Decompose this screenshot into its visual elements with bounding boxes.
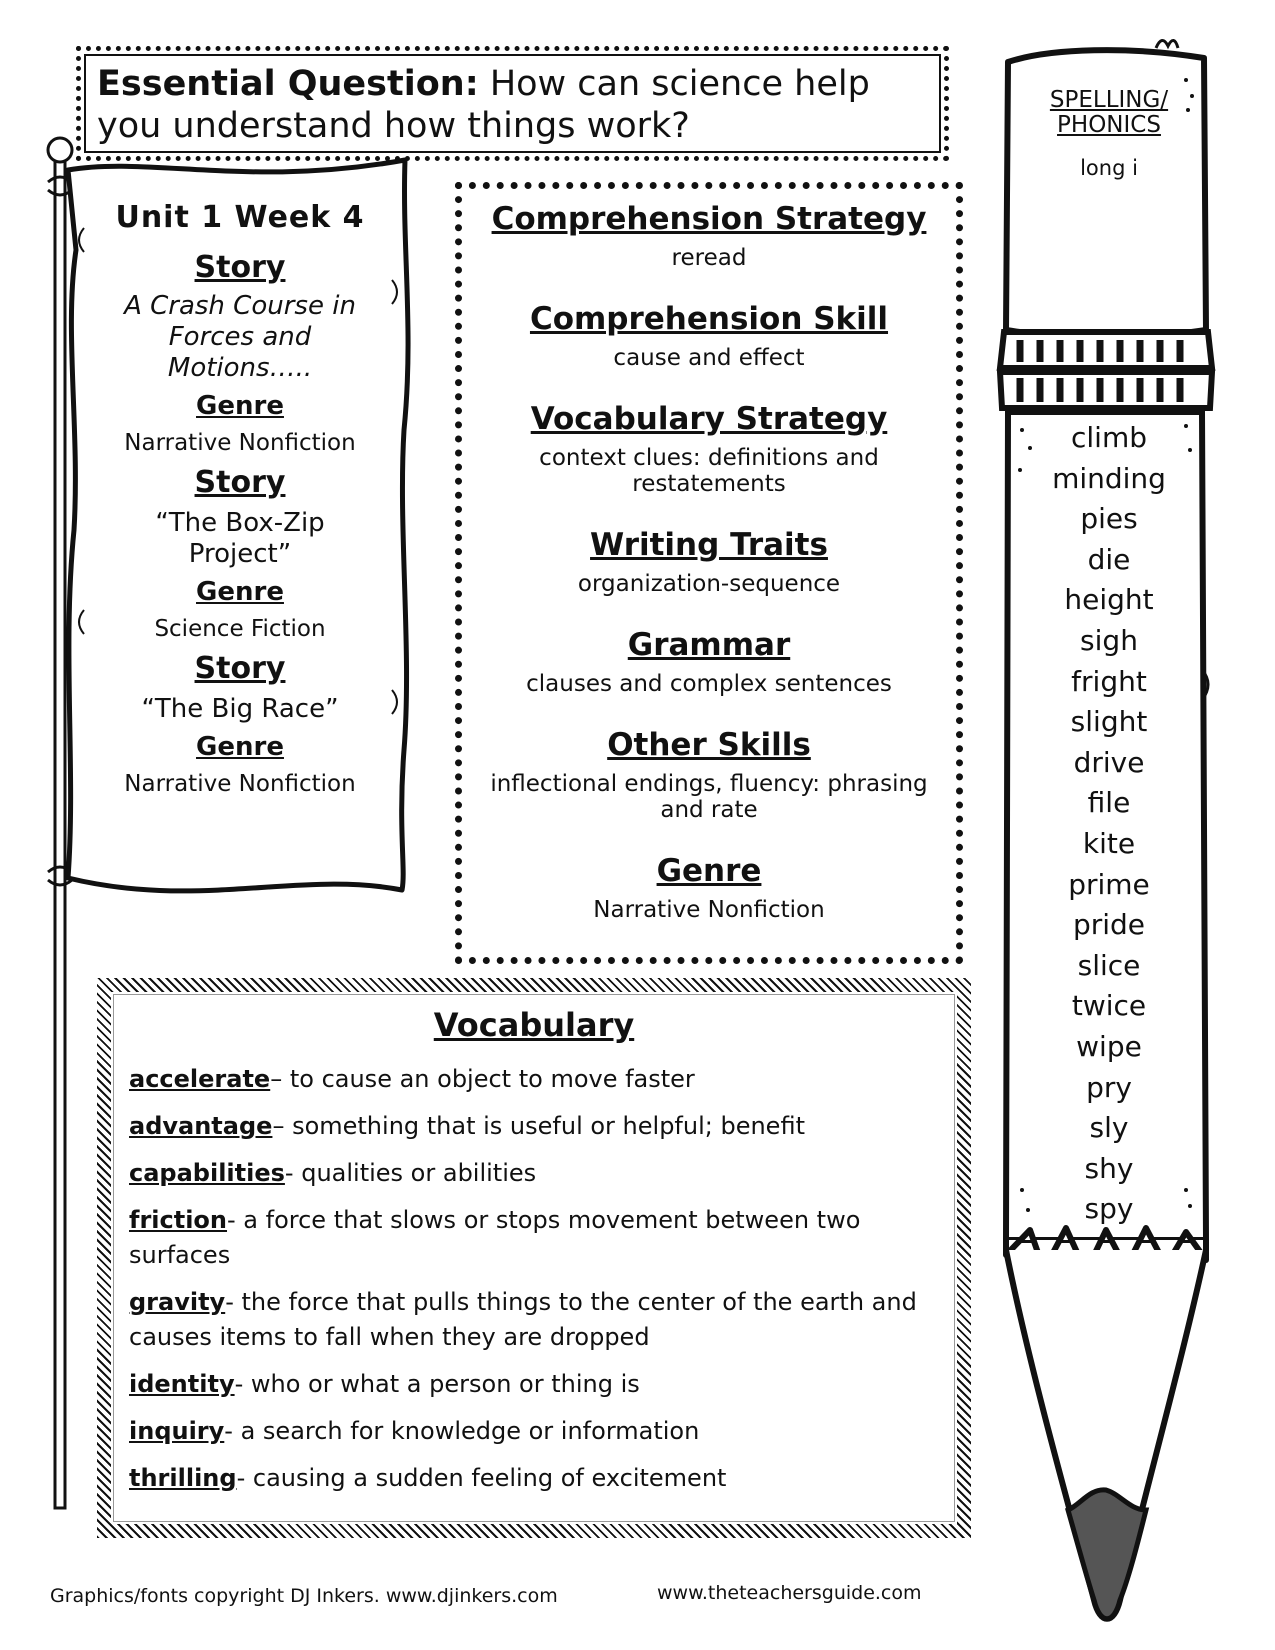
genre-heading: Genre xyxy=(196,577,284,607)
spelling-word: file xyxy=(1087,786,1131,820)
vocabulary-word: thrilling xyxy=(129,1464,237,1492)
spelling-word: sigh xyxy=(1080,623,1138,657)
spelling-word: prime xyxy=(1068,867,1150,901)
spelling-word: wipe xyxy=(1076,1029,1142,1063)
grammar-text: clauses and complex sentences xyxy=(526,671,892,697)
unit-title: Unit 1 Week 4 xyxy=(115,200,365,235)
vocabulary-definition: - causing a sudden feeling of excitement xyxy=(236,1464,727,1492)
skills-box xyxy=(455,182,963,964)
vocabulary-item xyxy=(123,1461,945,1496)
vocabulary-title: Vocabulary xyxy=(433,1006,635,1044)
copyright-footer: Graphics/fonts copyright DJ Inkers. www.djinkers.com xyxy=(50,1585,558,1607)
spelling-header xyxy=(1016,88,1202,180)
spelling-word: kite xyxy=(1082,826,1136,860)
genre-heading: Genre xyxy=(656,853,762,889)
spelling-word: pry xyxy=(1086,1070,1132,1104)
spelling-word: twice xyxy=(1071,989,1147,1023)
vocabulary-item xyxy=(123,1203,945,1273)
spelling-word: spy xyxy=(1084,1192,1134,1226)
vocabulary-word: accelerate xyxy=(129,1065,271,1093)
vocabulary-definition: – something that is useful or helpful; benefit xyxy=(272,1112,805,1140)
vocabulary-item xyxy=(123,1367,945,1402)
vocabulary-word: friction xyxy=(129,1206,228,1234)
unit-panel xyxy=(100,200,380,805)
spelling-word: drive xyxy=(1073,745,1145,779)
vocabulary-item xyxy=(123,1156,945,1191)
spelling-title-line1: SPELLING/ xyxy=(1049,87,1169,113)
spelling-word: minding xyxy=(1052,461,1166,495)
other-skills-heading: Other Skills xyxy=(607,727,811,763)
essential-question-text: How can science help you understand how things work? xyxy=(97,64,870,146)
genre-heading: Genre xyxy=(196,732,284,762)
comprehension-strategy-heading: Comprehension Strategy xyxy=(491,201,927,237)
spelling-word: sly xyxy=(1089,1111,1129,1145)
story-title: “The Box-Zip Project” xyxy=(155,508,325,569)
vocabulary-word: identity xyxy=(129,1370,235,1398)
vocabulary-item xyxy=(123,1109,945,1144)
comprehension-skill-heading: Comprehension Skill xyxy=(529,301,889,337)
spelling-pattern: long i xyxy=(1080,156,1138,180)
vocabulary-definition: - the force that pulls things to the center of the earth and causes items to fall when they are dropped xyxy=(129,1288,917,1351)
spelling-word: shy xyxy=(1084,1151,1134,1185)
spelling-word: pride xyxy=(1072,908,1146,942)
story-heading: Story xyxy=(194,465,286,500)
spelling-word: pies xyxy=(1080,502,1138,536)
vocabulary-definition: - qualities or abilities xyxy=(284,1159,537,1187)
genre-heading: Genre xyxy=(196,391,284,421)
vocabulary-definition: - a search for knowledge or information xyxy=(224,1417,700,1445)
story-heading: Story xyxy=(194,250,286,285)
writing-traits-heading: Writing Traits xyxy=(590,527,828,563)
spelling-title-line2: PHONICS xyxy=(1057,112,1161,138)
story-genre: Science Fiction xyxy=(154,616,326,642)
spelling-word: die xyxy=(1087,542,1131,576)
spelling-word-list xyxy=(1016,418,1202,1230)
spelling-word: fright xyxy=(1071,664,1147,698)
vocabulary-definition: - who or what a person or thing is xyxy=(234,1370,640,1398)
vocabulary-strategy-text: context clues: definitions and restatements xyxy=(539,445,879,497)
grammar-heading: Grammar xyxy=(627,627,791,663)
vocabulary-item xyxy=(123,1414,945,1449)
spelling-word: slice xyxy=(1077,948,1141,982)
vocabulary-definition: – to cause an object to move faster xyxy=(270,1065,695,1093)
genre-text: Narrative Nonfiction xyxy=(593,897,825,923)
vocabulary-item xyxy=(123,1285,945,1355)
spelling-word: climb xyxy=(1070,421,1147,454)
story-title: “The Big Race” xyxy=(141,694,339,724)
vocabulary-box xyxy=(97,978,971,1538)
vocabulary-word: gravity xyxy=(129,1288,226,1316)
story-title: A Crash Course in Forces and Motions….. xyxy=(124,291,356,383)
essential-question-label: Essential Question: xyxy=(97,64,479,104)
spelling-word: height xyxy=(1064,583,1154,617)
writing-traits-text: organization-sequence xyxy=(577,571,841,597)
comprehension-strategy-text: reread xyxy=(671,245,747,271)
vocabulary-word: advantage xyxy=(129,1112,273,1140)
vocabulary-definition: - a force that slows or stops movement between two surfaces xyxy=(129,1206,861,1269)
vocabulary-word: capabilities xyxy=(129,1159,285,1187)
spelling-word: slight xyxy=(1070,705,1148,739)
story-genre: Narrative Nonfiction xyxy=(124,430,356,456)
vocabulary-item xyxy=(123,1062,945,1097)
vocabulary-strategy-heading: Vocabulary Strategy xyxy=(530,401,888,437)
website-footer: www.theteachersguide.com xyxy=(657,1582,922,1604)
story-heading: Story xyxy=(194,651,286,686)
story-genre: Narrative Nonfiction xyxy=(124,771,356,797)
vocabulary-word: inquiry xyxy=(129,1417,225,1445)
other-skills-text: inflectional endings, fluency: phrasing and rate xyxy=(490,771,928,823)
comprehension-skill-text: cause and effect xyxy=(613,345,805,371)
